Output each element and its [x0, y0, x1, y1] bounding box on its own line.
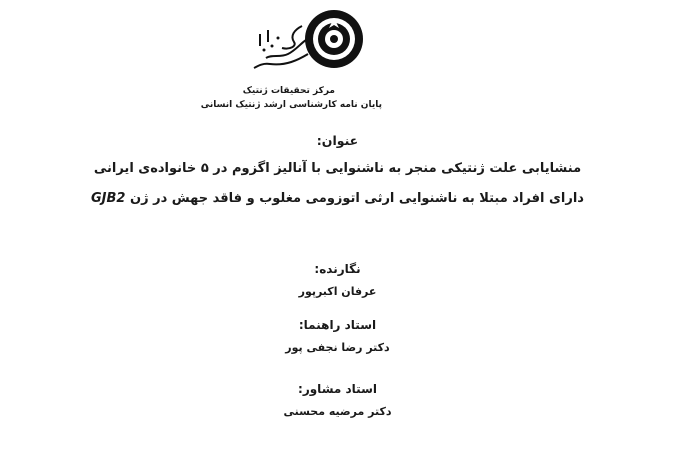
- university-logo-emblem: [303, 8, 365, 70]
- university-logo-wordmark: [250, 20, 310, 72]
- author-label: نگارنده:: [314, 262, 361, 276]
- advisor-name: دکتر مرضیه محسنی: [283, 405, 392, 418]
- gene-name: GJB2: [91, 191, 126, 206]
- supervisor-name: دکتر رضا نجفی پور: [285, 341, 390, 354]
- title-heading: عنوان:: [316, 133, 359, 148]
- research-center-name: مرکز تحقیقات ژنتیک: [242, 86, 335, 96]
- author-name: عرفان اکبرپور: [298, 285, 377, 298]
- advisor-label: استاد مشاور:: [298, 382, 377, 396]
- thesis-type: پایان نامه کارشناسی ارشد ژنتیک انسانی: [200, 100, 382, 110]
- thesis-title-line-2-text: دارای افراد مبتلا به ناشنوایی ارثی اتوزومی مغلوب و فاقد جهش در ژن: [130, 191, 584, 206]
- thesis-title-line-2: [0, 191, 675, 206]
- thesis-title-line-1: منشایابی علت ژنتیکی منجر به ناشنوایی با آنالیز اگزوم در ۵ خانواده‌ی ایرانی: [93, 161, 582, 176]
- supervisor-label: استاد راهنما:: [298, 318, 377, 332]
